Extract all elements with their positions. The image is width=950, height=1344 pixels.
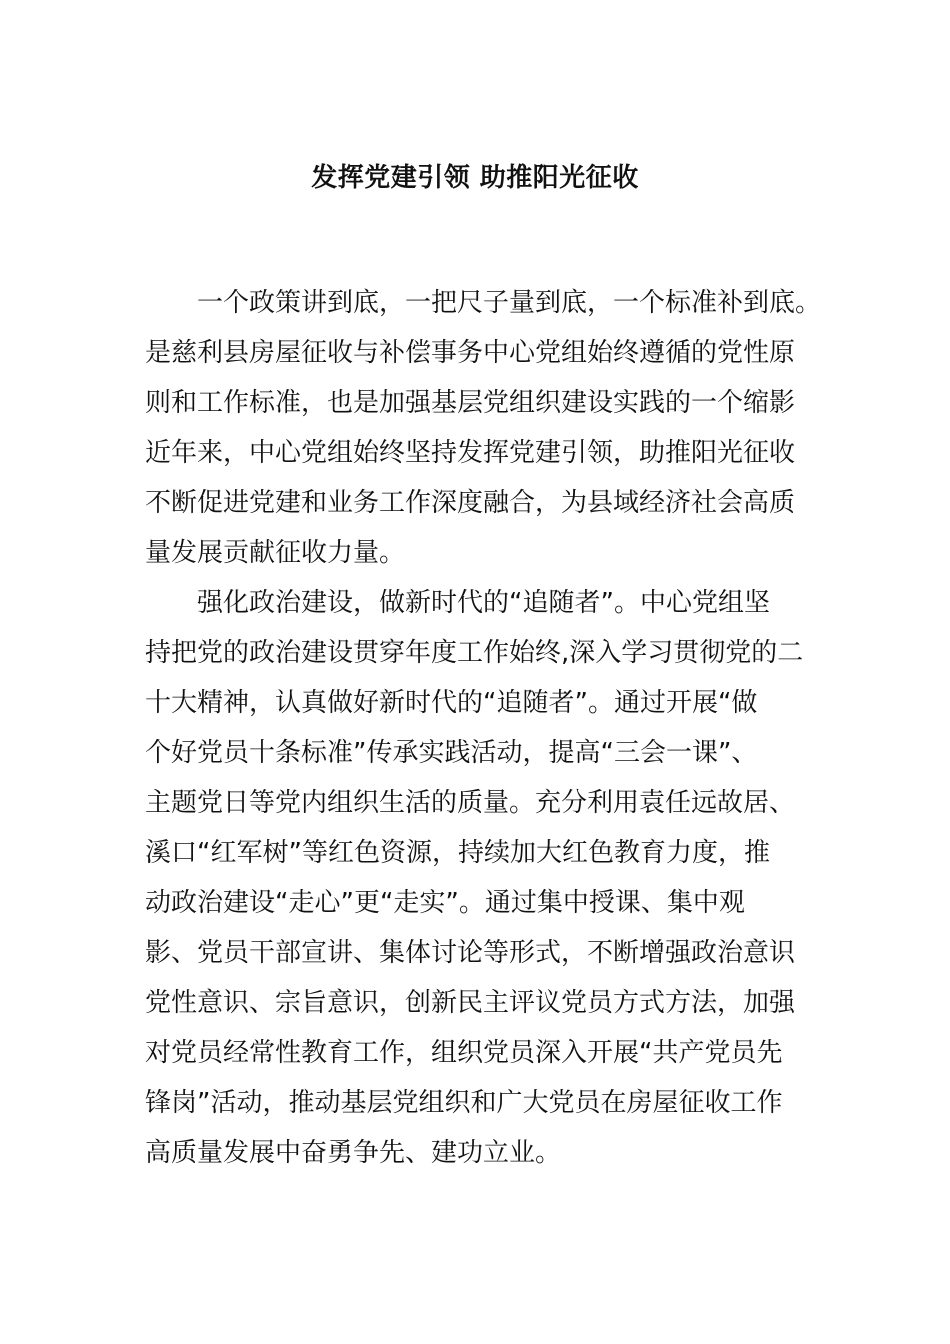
text-line: 则和工作标准，也是加强基层党组织建设实践的一个缩影	[145, 388, 796, 418]
document-title: 发挥党建引领 助推阳光征收	[311, 163, 639, 193]
text-line: 强化政治建设，做新时代的“追随者”。中心党组坚	[197, 588, 770, 618]
document-body	[145, 278, 822, 1178]
text-line: 党性意识、宗旨意识，创新民主评议党员方式方法，加强	[145, 988, 796, 1018]
text-line: 个好党员十条标准”传承实践活动，提高“三会一课”、	[145, 738, 758, 768]
paragraph-political-building	[145, 578, 809, 1178]
text-line: 是慈利县房屋征收与补偿事务中心党组始终遵循的党性原	[145, 338, 796, 368]
text-line: 锋岗”活动，推动基层党组织和广大党员在房屋征收工作	[145, 1088, 783, 1118]
text-line: 不断促进党建和业务工作深度融合，为县域经济社会高质	[145, 488, 796, 518]
paragraph-intro	[145, 278, 822, 578]
text-line: 量发展贡献征收力量。	[145, 538, 406, 568]
text-line: 动政治建设“走心”更“走实”。通过集中授课、集中观	[145, 888, 745, 918]
text-line: 十大精神，认真做好新时代的“追随者”。通过开展“做	[145, 688, 758, 718]
text-line: 一个政策讲到底，一把尺子量到底，一个标准补到底。	[197, 288, 822, 318]
text-line: 溪口“红军树”等红色资源，持续加大红色教育力度，推	[145, 838, 770, 868]
text-line: 主题党日等党内组织生活的质量。充分利用袁任远故居、	[145, 788, 796, 818]
text-line: 高质量发展中奋勇争先、建功立业。	[145, 1138, 562, 1168]
text-line: 对党员经常性教育工作，组织党员深入开展“共产党员先	[145, 1038, 783, 1068]
text-line: 影、党员干部宣讲、集体讨论等形式，不断增强政治意识	[145, 938, 796, 968]
text-line: 近年来，中心党组始终坚持发挥党建引领，助推阳光征收	[145, 438, 796, 468]
text-line: 持把党的政治建设贯穿年度工作始终,深入学习贯彻党的二	[145, 638, 804, 668]
